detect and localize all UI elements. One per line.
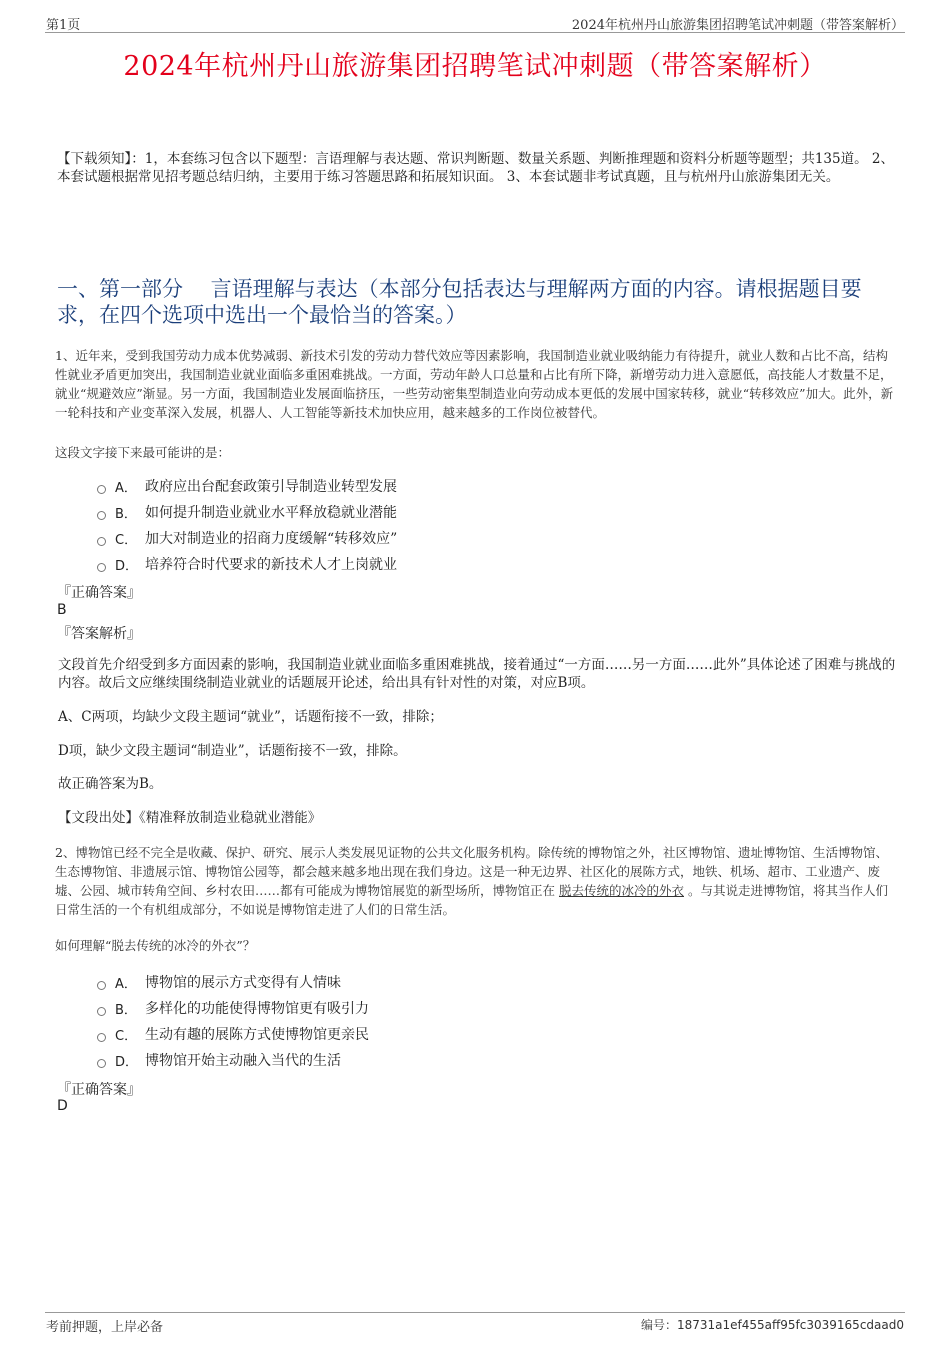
- option-letter: B．: [115, 1002, 137, 1018]
- page-number: 第1页: [46, 18, 81, 33]
- option-text: 加大对制造业的招商力度缓解“转移效应”: [145, 531, 398, 547]
- option-letter: C．: [115, 532, 138, 548]
- page-title: 2024年杭州丹山旅游集团招聘笔试冲刺题（带答案解析）: [123, 51, 827, 82]
- q2-option-d[interactable]: [97, 1050, 341, 1070]
- radio-icon[interactable]: [97, 1007, 106, 1016]
- q1-answer: B: [57, 602, 67, 618]
- q2-passage: [55, 843, 900, 919]
- section-heading: 一、第一部分 言语理解与表达（本部分包括表达与理解两方面的内容。请根据题目要求，在四个选项中选出一个最恰当的答案。）: [57, 277, 862, 327]
- option-text: 政府应出台配套政策引导制造业转型发展: [145, 479, 397, 495]
- q1-analysis-paragraph: 文段首先介绍受到多方面因素的影响，我国制造业就业面临多重困难挑战，接着通过“一方面……另一方面……此外”具体论述了困难与挑战的内容。故后文应继续围绕制造业就业的话题展开论述，给出具有针对性的对策，对应B项。: [58, 657, 896, 691]
- option-letter: A．: [115, 976, 137, 992]
- q1-option-c[interactable]: [97, 528, 397, 548]
- radio-icon[interactable]: [97, 511, 106, 520]
- download-notice: 【下载须知】：1，本套练习包含以下题型：言语理解与表达题、常识判断题、数量关系题、判断推理题和资料分析题等题型；共135道。 2、本套试题根据常见招考题总结归纳，主要用于练习答题思路和拓展知识面。 3、本套试题非考试真题，且与杭州丹山旅游集团无关。: [57, 151, 894, 185]
- radio-icon[interactable]: [97, 485, 106, 494]
- q2-answer-label: 『正确答案』: [57, 1082, 141, 1098]
- option-text: 如何提升制造业就业水平释放稳就业潜能: [145, 505, 397, 521]
- option-letter: D．: [115, 558, 139, 574]
- option-text: 生动有趣的展陈方式使博物馆更亲民: [145, 1027, 369, 1043]
- footer-divider: [45, 1312, 905, 1313]
- q2-answer: D: [57, 1098, 68, 1114]
- option-text: 培养符合时代要求的新技术人才上岗就业: [145, 557, 397, 573]
- option-text: 博物馆开始主动融入当代的生活: [145, 1053, 341, 1069]
- q1-analysis-paragraph: 故正确答案为B。: [58, 776, 163, 792]
- q1-source: 【文段出处】《精准释放制造业稳就业潜能》: [58, 810, 322, 826]
- q2-passage-text-end: 。与其说走进博物馆，将其当作人们日常生活的一个有机组成部分，不如说是博物馆走进了人们的日常生活。: [55, 883, 888, 917]
- radio-icon[interactable]: [97, 537, 106, 546]
- radio-icon[interactable]: [97, 981, 106, 990]
- q1-option-a[interactable]: [97, 476, 397, 496]
- radio-icon[interactable]: [97, 1059, 106, 1068]
- q2-option-a[interactable]: [97, 972, 341, 992]
- footer-slogan: 考前押题，上岸必备: [46, 1320, 164, 1335]
- option-letter: C．: [115, 1028, 138, 1044]
- header-divider: [45, 32, 905, 33]
- option-letter: D．: [115, 1054, 139, 1070]
- radio-icon[interactable]: [97, 1033, 106, 1042]
- q2-passage-text: 2、博物馆已经不完全是收藏、保护、研究、展示人类发展见证物的公共文化服务机构。除传统的博物馆之外，社区博物馆、遗址博物馆、生活博物馆、生态博物馆、非遗展示馆、博物馆公园等，都会越来越多地出现在我们身边。这是一种无边界、社区化的展陈方式，地铁、机场、超市、工业遗产、废墟、公园、城市转角空间、乡村农田……都有可能成为博物馆展览的新型场所，博物馆正在: [55, 845, 888, 898]
- q1-option-b[interactable]: [97, 502, 397, 522]
- q2-option-b[interactable]: [97, 998, 369, 1018]
- q1-analysis-paragraph: D项，缺少文段主题词“制造业”，话题衔接不一致，排除。: [58, 743, 407, 759]
- q1-passage: 1、近年来，受到我国劳动力成本优势减弱、新技术引发的劳动力替代效应等因素影响，我国制造业就业吸纳能力有待提升，就业人数和占比不高，结构性就业矛盾更加突出，我国制造业就业面临多重困难挑战。一方面，劳动年龄人口总量和占比有所下降，新增劳动力进入意愿低，高技能人才数量不足，就业“规避效应”渐显。另一方面，我国制造业发展面临挤压，一些劳动密集型制造业向劳动成本更低的发展中国家转移，就业“转移效应”加大。此外，新一轮科技和产业变革深入发展，机器人、人工智能等新技术加快应用，越来越多的工作岗位被替代。: [55, 348, 894, 420]
- option-letter: B．: [115, 506, 137, 522]
- q2-option-c[interactable]: [97, 1024, 369, 1044]
- q1-analysis-paragraph: A、C两项，均缺少文段主题词“就业”，话题衔接不一致，排除；: [58, 709, 443, 725]
- q2-passage-underlined: 脱去传统的冰冷的外衣: [558, 883, 684, 898]
- q1-option-d[interactable]: [97, 554, 397, 574]
- q2-stem: 如何理解“脱去传统的冰冷的外衣”？: [55, 938, 256, 953]
- q1-analysis-label: 『答案解析』: [57, 626, 141, 642]
- option-text: 博物馆的展示方式变得有人情味: [145, 975, 341, 991]
- option-letter: A．: [115, 480, 137, 496]
- header-doc-title: 2024年杭州丹山旅游集团招聘笔试冲刺题（带答案解析）: [571, 18, 904, 33]
- footer-doc-id: 编号：18731a1ef455aff95fc3039165cdaad0: [640, 1318, 904, 1332]
- option-text: 多样化的功能使得博物馆更有吸引力: [145, 1001, 369, 1017]
- q1-answer-label: 『正确答案』: [57, 585, 141, 601]
- q1-stem: 这段文字接下来最可能讲的是：: [55, 445, 231, 460]
- radio-icon[interactable]: [97, 563, 106, 572]
